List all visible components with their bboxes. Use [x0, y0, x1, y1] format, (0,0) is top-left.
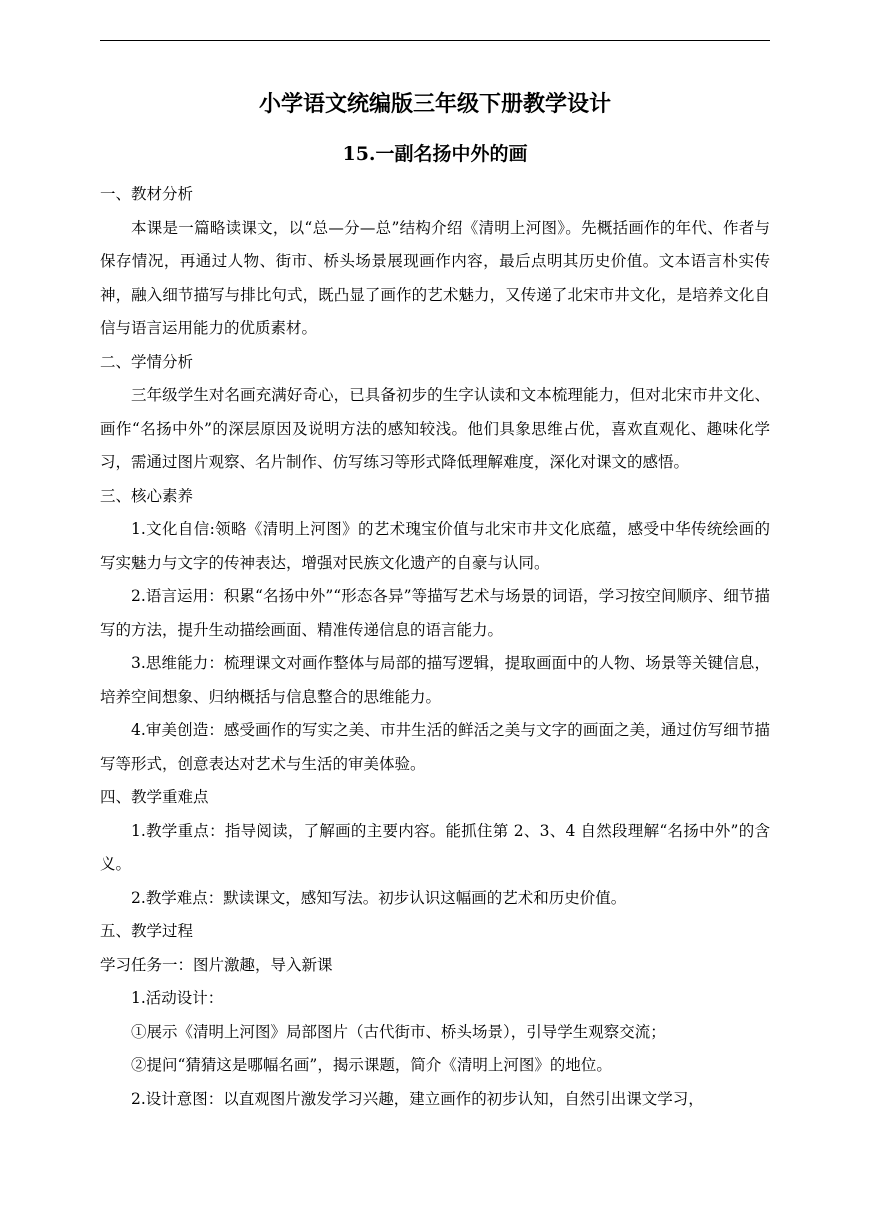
section-heading: 二、学情分析 [100, 352, 194, 371]
section-heading: 一、教材分析 [100, 185, 194, 203]
paragraph: 3.思维能力：梳理课文对画作整体与局部的描写逻辑，提取画面中的人物、场景等关键信息，培养空间想象、归纳概括与信息整合的思维能力。 [100, 654, 770, 706]
paragraph: 2.语言运用：积累“名扬中外”“形态各异”等描写艺术与场景的词语，学习按空间顺序、细节描写的方法，提升生动描绘画面、精准传递信息的语言能力。 [100, 587, 770, 639]
paragraph: 1.文化自信:领略《清明上河图》的艺术瑰宝价值与北宋市井文化底蕴，感受中华传统绘画的写实魅力与文字的传神表达，增强对民族文化遗产的自豪与认同。 [100, 520, 770, 572]
document-body [100, 178, 770, 1116]
section-heading: 五、教学过程 [100, 922, 194, 940]
paragraph: 三年级学生对名画充满好奇心，已具备初步的生字认读和文本梳理能力，但对北宋市井文化、画作“名扬中外”的深层原因及说明方法的感知较浅。他们具象思维占优，喜欢直观化、趣味化学习，需通过图片观察、名片制作、仿写练习等形式降低理解难度，深化对课文的感悟。 [100, 386, 770, 471]
paragraph: 1.教学重点：指导阅读，了解画的主要内容。能抓住第 2、3、4 自然段理解“名扬中外”的含义。 [100, 821, 770, 873]
paragraph: 2.教学难点：默读课文，感知写法。初步认识这幅画的艺术和历史价值。 [131, 888, 627, 907]
document-title: 小学语文统编版三年级下册教学设计 [258, 91, 611, 117]
paragraph: ①展示《清明上河图》局部图片（古代街市、桥头场景），引导学生观察交流； [131, 1022, 666, 1041]
paragraph: 1.活动设计： [131, 989, 224, 1007]
paragraph: 本课是一篇略读课文，以“总—分—总”结构介绍《清明上河图》。先概括画作的年代、作者与保存情况，再通过人物、街市、桥头场景展现画作内容，最后点明其历史价值。文本语言朴实传神，融入细节描写与排比句式，既凸显了画作的艺术魅力，又传递了北宋市井文化，是培养文化自信与语言运用能力的优质素材。 [100, 218, 770, 337]
section-heading: 三、核心素养 [100, 486, 194, 505]
paragraph: 4.审美创造：感受画作的写实之美、市井生活的鲜活之美与文字的画面之美，通过仿写细节描写等形式，创意表达对艺术与生活的审美体验。 [100, 721, 770, 773]
section-heading: 四、教学重难点 [100, 788, 209, 806]
task-heading: 学习任务一：图片激趣，导入新课 [100, 955, 333, 974]
lesson-title: 15.一副名扬中外的画 [342, 143, 528, 165]
paragraph: ②提问“猜猜这是哪幅名画”，揭示课题，简介《清明上河图》的地位。 [131, 1056, 612, 1074]
paragraph: 2.设计意图：以直观图片激发学习兴趣，建立画作的初步认知，自然引出课文学习， [131, 1089, 704, 1108]
header-rule [100, 40, 770, 41]
